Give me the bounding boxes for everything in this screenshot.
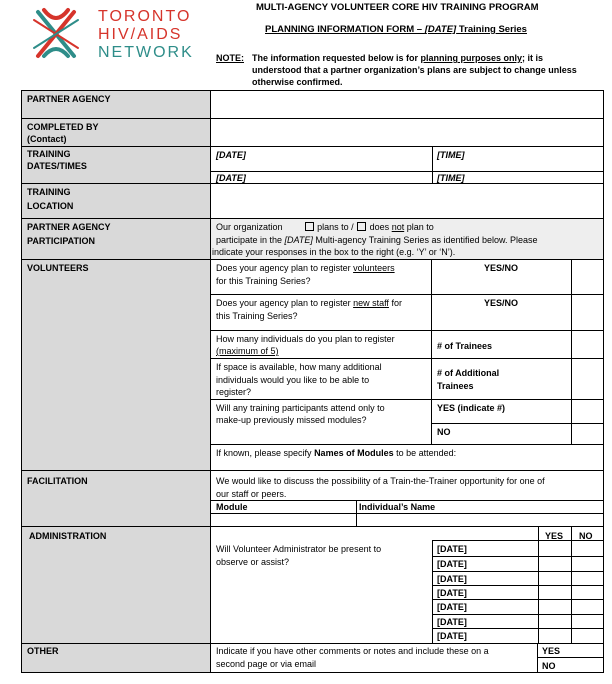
training-time-2[interactable]: [TIME] — [437, 173, 465, 183]
vol-q2-line2: this Training Series? — [216, 311, 298, 321]
facilitation-col-individual: Individual’s Name — [359, 502, 436, 512]
admin-question-line2: observe or assist? — [216, 557, 290, 567]
vol-q3-answer-box[interactable] — [572, 331, 603, 358]
note-line3: otherwise confirmed. — [252, 77, 343, 87]
facilitation-col-module: Module — [216, 502, 248, 512]
vol-q3-answer-label: # of Trainees — [437, 341, 493, 351]
vol-q1-answer-label: YES/NO — [484, 263, 519, 273]
participation-date: [DATE] — [284, 235, 313, 245]
note-text-b: planning purposes only — [420, 53, 523, 63]
vol-q3-max: (maximum of 5) — [216, 346, 279, 356]
label-other: OTHER — [27, 646, 59, 656]
facilitation-line2: our staff or peers. — [216, 489, 287, 499]
note-label: NOTE: — [216, 53, 244, 63]
admin-date-7[interactable]: [DATE] — [437, 631, 467, 641]
participation-p2c: Multi-agency Training Series as identified below. Please — [312, 235, 538, 245]
vol-q1-text: Does your agency plan to register — [216, 263, 354, 273]
training-date-1[interactable]: [DATE] — [216, 150, 246, 160]
label-facilitation: FACILITATION — [27, 476, 88, 486]
vol-q6-modules: Names of Modules — [314, 448, 394, 458]
vol-q1-volunteers: volunteers — [353, 263, 395, 273]
completed-by-field[interactable] — [214, 123, 599, 141]
vol-q1-answer-box[interactable] — [572, 260, 603, 294]
vol-q2-answer-label: YES/NO — [484, 298, 519, 308]
vol-q4-answer-box[interactable] — [572, 359, 603, 399]
training-date-2[interactable]: [DATE] — [216, 173, 246, 183]
participation-p2a: participate in the — [216, 235, 285, 245]
participation-plans-to: plans to / — [317, 222, 354, 232]
logo-text-network: NETWORK — [98, 44, 194, 61]
participation-line1 — [216, 221, 434, 233]
vol-q4-line1: If space is available, how many additional — [216, 362, 382, 372]
training-location-field[interactable] — [214, 190, 599, 212]
other-line2: second page or via email — [216, 659, 317, 669]
admin-date-6[interactable]: [DATE] — [437, 617, 467, 627]
label-completed-by: COMPLETED BY — [27, 122, 99, 132]
other-yes-label: YES — [542, 646, 561, 656]
vol-q3-line1: How many individuals do you plan to register — [216, 334, 395, 344]
vol-q4-line3: register? — [216, 387, 252, 397]
vol-q6-text: If known, please specify — [216, 448, 315, 458]
participation-org: Our organization — [216, 222, 283, 232]
vol-q5-line1: Will any training participants attend only to — [216, 403, 385, 413]
form-title-date: [DATE] — [424, 24, 457, 35]
vol-q1-line2: for this Training Series? — [216, 276, 311, 286]
vol-q2-text: Does your agency plan to register — [216, 298, 354, 308]
logo-text-toronto: TORONTO — [98, 8, 192, 25]
network-logo-icon — [30, 6, 82, 60]
form-title-part3: Training Series — [456, 24, 527, 35]
participation-line3: indicate your responses in the box to the right (e.g. ‘Y’ or ‘N’). — [212, 247, 456, 257]
label-training-location: TRAINING — [27, 187, 71, 197]
admin-date-1[interactable]: [DATE] — [437, 544, 467, 554]
note-text-c: ; it is — [522, 53, 544, 63]
label-training-dates: TRAINING — [27, 149, 71, 159]
vol-q2-answer-box[interactable] — [572, 295, 603, 330]
vol-q5-yes-label: YES (indicate #) — [437, 403, 506, 413]
label-partner-participation: PARTNER AGENCY — [27, 222, 111, 232]
participation-does: does — [369, 222, 392, 232]
label-participation: PARTICIPATION — [27, 236, 95, 246]
admin-date-4[interactable]: [DATE] — [437, 588, 467, 598]
note-text-a: The information requested below is for — [252, 53, 421, 63]
vol-q5-yes-box[interactable] — [572, 400, 603, 423]
admin-date-2[interactable]: [DATE] — [437, 559, 467, 569]
vol-q1-line1 — [216, 262, 395, 274]
training-time-1[interactable]: [TIME] — [437, 150, 465, 160]
label-partner-agency: PARTNER AGENCY — [27, 94, 111, 104]
label-volunteers: VOLUNTEERS — [27, 263, 89, 273]
vol-q4-answer-label2: Trainees — [437, 381, 474, 391]
program-title: MULTI-AGENCY VOLUNTEER CORE HIV TRAINING PROGRAM — [256, 2, 539, 13]
other-no-box[interactable] — [572, 658, 603, 672]
vol-q6-attended: to be attended: — [393, 448, 457, 458]
participation-not: not — [391, 222, 405, 232]
participation-plan-to: plan to — [404, 222, 434, 232]
admin-yes-header: YES — [545, 531, 564, 541]
vol-q6 — [216, 447, 456, 459]
note-line2: understood that a partner organization’s plans are subject to change unless — [252, 65, 577, 75]
label-administration: ADMINISTRATION — [29, 531, 107, 541]
vol-q5-no-label: NO — [437, 427, 451, 437]
label-fill — [22, 527, 210, 643]
logo — [28, 4, 208, 64]
vol-q2-line1 — [216, 297, 402, 309]
does-not-plan-checkbox[interactable] — [357, 222, 366, 231]
other-yes-box[interactable] — [572, 644, 603, 657]
form-title — [265, 24, 527, 35]
other-no-label: NO — [542, 661, 556, 671]
admin-date-3[interactable]: [DATE] — [437, 574, 467, 584]
label-fill — [22, 260, 210, 470]
vol-q4-answer-label1: # of Additional — [437, 368, 500, 378]
vol-q5-line2: make-up previously missed modules? — [216, 415, 367, 425]
admin-date-5[interactable]: [DATE] — [437, 602, 467, 612]
admin-no-header: NO — [579, 531, 593, 541]
label-contact: (Contact) — [27, 134, 67, 144]
vol-q2-newstaff: new staff — [353, 298, 389, 308]
vol-q5-no-box[interactable] — [572, 424, 603, 444]
admin-question-line1: Will Volunteer Administrator be present to — [216, 544, 382, 554]
note — [216, 52, 606, 87]
vol-q4-line2: individuals would you like to be able to — [216, 375, 370, 385]
other-line1: Indicate if you have other comments or notes and include these on a — [216, 646, 489, 656]
logo-text-hivaids: HIV/AIDS — [98, 26, 183, 43]
vol-q2-for: for — [388, 298, 402, 308]
label-location: LOCATION — [27, 201, 74, 211]
plans-to-checkbox[interactable] — [305, 222, 314, 231]
participation-line2 — [216, 234, 538, 246]
partner-agency-field[interactable] — [214, 95, 599, 113]
facilitation-line1: We would like to discuss the possibility of a Train-the-Trainer opportunity for one of — [216, 476, 545, 486]
form-title-part1: PLANNING INFORMATION FORM – — [265, 24, 425, 35]
label-training-dates-times: DATES/TIMES — [27, 161, 87, 171]
